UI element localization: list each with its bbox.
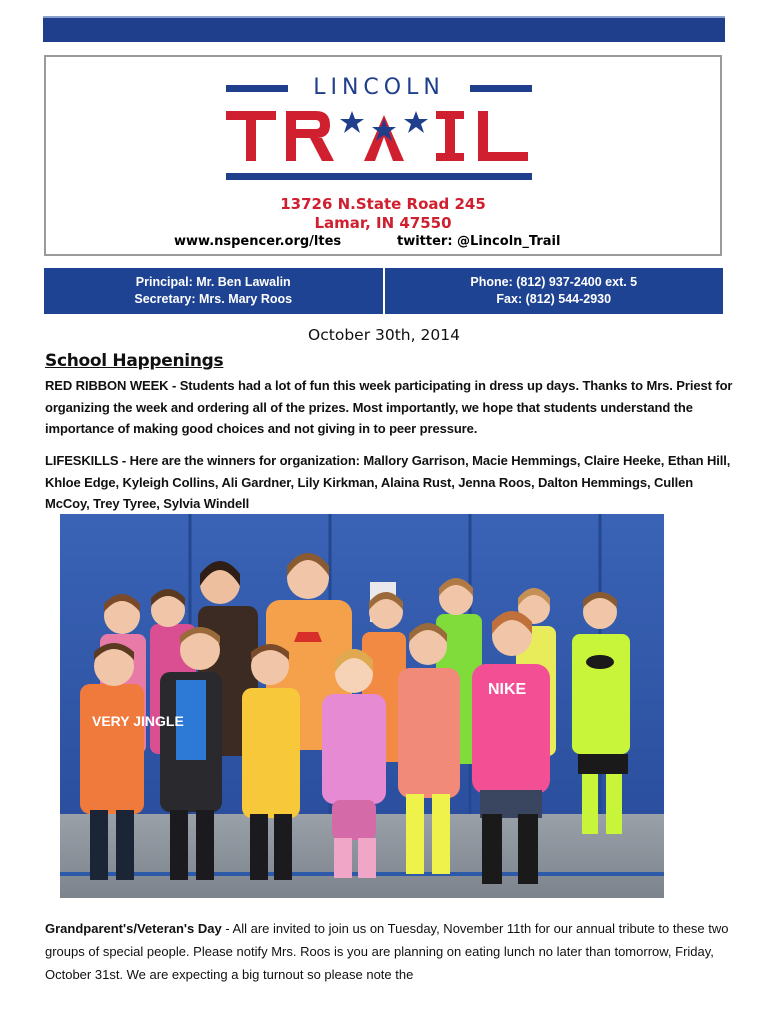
grandparents-text: - All are invited to join us on Tuesday, November 11th for our annual tribute to these two groups of special people. Please notify Mrs. Roos is you are planning on eating lunch no later than tomorrow, Friday, October 31st. We are expecting a big turnout so please note the — [45, 921, 729, 982]
logo-top-line — [226, 75, 532, 101]
top-banner-bar — [43, 16, 725, 42]
twitter-handle[interactable]: twitter: @Lincoln_Trail — [397, 234, 561, 249]
group-photo-illustration — [60, 514, 664, 898]
lifeskills-text: - Here are the winners for organization: Mallory Garrison, Macie Hemmings, Claire Heeke, Ethan Hill, Khloe Edge, Kyleigh Collins, Ali Gardner, Lily Kirkman, Alaina Rust, Jenna Roos, Dalton Hemmings, Cullen McCoy, Trey Tyree, Sylvia Windell — [45, 453, 731, 511]
lifeskills-lead: LIFESKILLS — [45, 453, 119, 468]
class-photo — [60, 514, 664, 898]
staff-contact-bar — [44, 268, 723, 314]
fax-text: Fax: (812) 544-2930 — [496, 292, 612, 306]
principal-text: Principal: Mr. Ben Lawalin — [135, 275, 291, 289]
address-city: Lamar, IN 47550 — [314, 214, 452, 232]
masthead — [44, 55, 722, 256]
logo-right-bar — [470, 85, 532, 92]
red-ribbon-text: - Students had a lot of fun this week participating in dress up days. Thanks to Mrs. Priest for organizing the week and ordering all of the prizes. Most importantly, we hope that students understand the importance of making good choices and not giving in to peer pressure. — [45, 378, 733, 436]
shirt-text-left: VERY JINGLE — [92, 713, 184, 729]
red-ribbon-lead: RED RIBBON WEEK — [45, 378, 169, 393]
shirt-text-right: NIKE — [488, 681, 527, 698]
school-logo — [224, 105, 534, 165]
staff-numbers — [383, 268, 724, 314]
logo-left-bar — [226, 85, 288, 92]
logo-trail-graphic — [224, 105, 534, 165]
section-heading: School Happenings — [45, 351, 224, 371]
grandparents-paragraph — [45, 917, 735, 986]
staff-names — [44, 268, 383, 314]
logo-lincoln-word: LINCOLN — [313, 75, 445, 100]
secretary-text: Secretary: Mrs. Mary Roos — [134, 292, 293, 306]
address-street: 13726 N.State Road 245 — [280, 195, 486, 213]
lifeskills-paragraph — [45, 450, 735, 515]
grandparents-lead: Grandparent's/Veteran's Day — [45, 921, 222, 936]
logo-underline-bar — [226, 173, 532, 180]
website-link[interactable]: www.nspencer.org/ltes — [174, 234, 342, 249]
newsletter-date: October 30th, 2014 — [308, 326, 460, 344]
red-ribbon-paragraph — [45, 375, 735, 440]
phone-text: Phone: (812) 937-2400 ext. 5 — [470, 275, 638, 289]
